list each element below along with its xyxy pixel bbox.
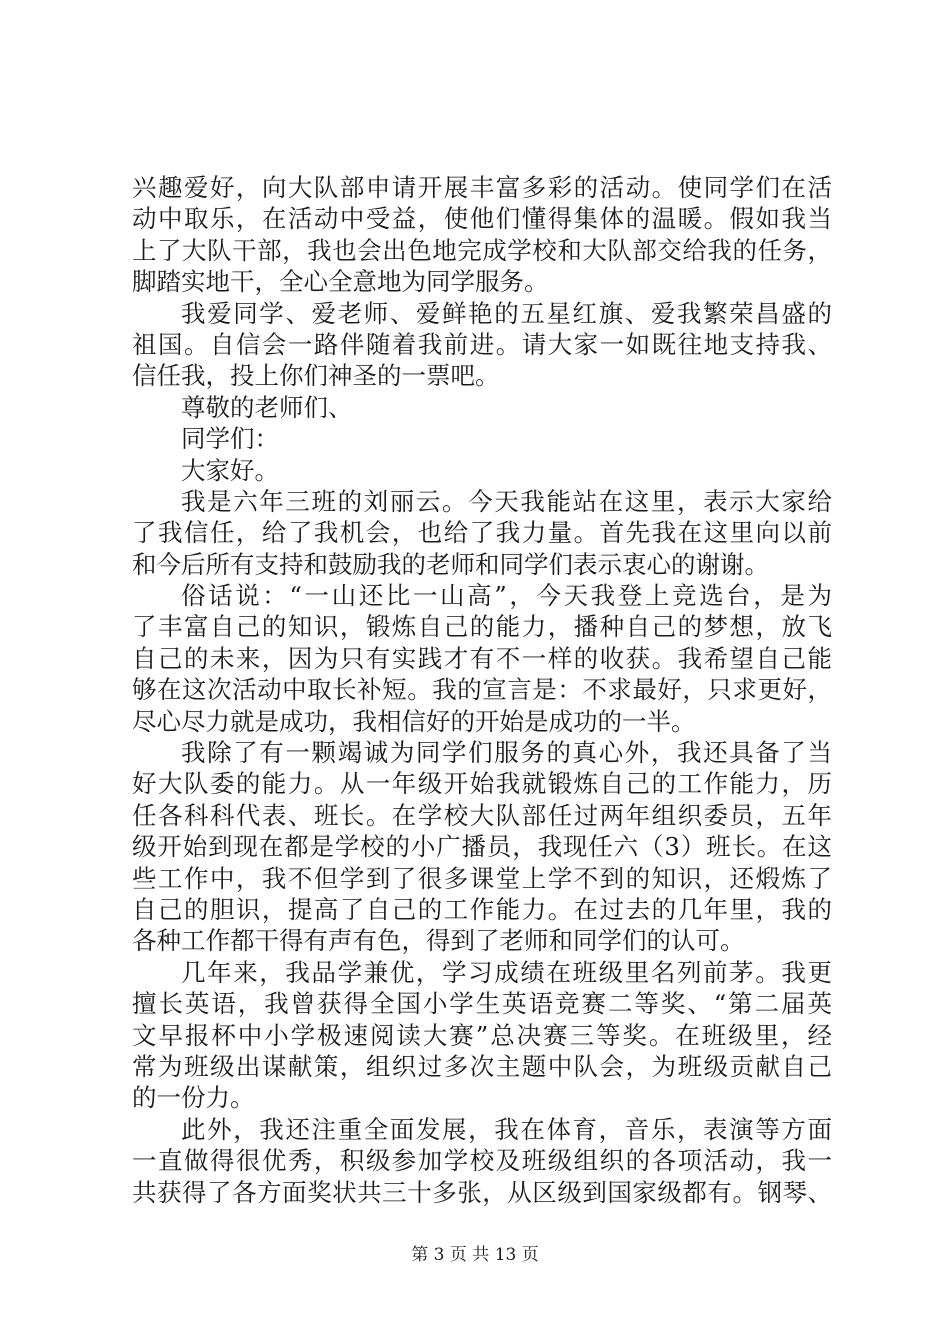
text-line: 我是六年三班的刘丽云。今天我能站在这里，表示大家给 [181, 486, 832, 516]
text-line: 尽心尽力就是成功，我相信好的开始是成功的一半。 [132, 706, 696, 736]
text-line: 尊敬的老师们、 [181, 392, 353, 422]
text-line: 俗话说：“一山还比一山高”，今天我登上竞选台，是为 [181, 581, 832, 611]
paragraph [132, 298, 832, 392]
paragraph [132, 172, 832, 298]
paragraph [132, 737, 832, 957]
text-line: 共获得了各方面奖状共三十多张，从区级到国家级都有。钢琴、 [132, 1177, 832, 1207]
page-number: 第 3 页 共 13 页 [411, 1245, 539, 1265]
text-line: 动中取乐，在活动中受益，使他们懂得集体的温暖。假如我当 [132, 204, 832, 234]
page-footer [0, 1240, 950, 1265]
text-line: 各种工作都干得有声有色，得到了老师和同学们的认可。 [132, 926, 745, 956]
text-line: 信任我，投上你们神圣的一票吧。 [132, 361, 500, 391]
text-line: 了丰富自己的知识，锻炼自己的能力，播种自己的梦想，放飞 [132, 612, 832, 642]
text-line: 的一份力。 [132, 1083, 255, 1113]
paragraph [132, 423, 832, 454]
paragraph [132, 957, 832, 1114]
text-line: 自己的胆识，提高了自己的工作能力。在过去的几年里，我的 [132, 894, 832, 924]
paragraph [132, 1114, 832, 1208]
text-line: 任各科科代表、班长。在学校大队部任过两年组织委员，五年 [132, 800, 832, 830]
paragraph [132, 580, 832, 737]
text-line: 擅长英语，我曾获得全国小学生英语竞赛二等奖、“第二届英 [132, 989, 832, 1019]
text-line: 几年来，我品学兼优，学习成绩在班级里名列前茅。我更 [181, 957, 832, 987]
body-text [132, 172, 832, 1208]
text-line: 上了大队干部，我也会出色地完成学校和大队部交给我的任务， [132, 235, 832, 265]
text-line: 了我信任，给了我机会，也给了我力量。首先我在这里向以前 [132, 518, 832, 548]
paragraph [132, 392, 832, 423]
text-line: 一直做得很优秀，积级参加学校及班级组织的各项活动，我一 [132, 1146, 832, 1176]
text-line: 文早报杯中小学极速阅读大赛”总决赛三等奖。在班级里，经 [132, 1020, 832, 1050]
text-line: 级开始到现在都是学校的小广播员，我现任六（3）班长。在这 [132, 832, 832, 862]
text-line: 够在这次活动中取长补短。我的宣言是：不求最好，只求更好， [132, 675, 832, 705]
text-line: 好大队委的能力。从一年级开始我就锻炼自己的工作能力，历 [132, 769, 832, 799]
paragraph [132, 486, 832, 580]
text-line: 同学们： [181, 424, 279, 454]
text-line: 大家好。 [181, 455, 279, 485]
text-line: 祖国。自信会一路伴随着我前进。请大家一如既往地支持我、 [132, 329, 832, 359]
text-line: 些工作中，我不但学到了很多课堂上学不到的知识，还煅炼了 [132, 863, 832, 893]
text-line: 我爱同学、爱老师、爱鲜艳的五星红旗、爱我繁荣昌盛的 [181, 298, 832, 328]
text-line: 此外，我还注重全面发展，我在体育，音乐，表演等方面 [181, 1114, 832, 1144]
text-line: 我除了有一颗竭诚为同学们服务的真心外，我还具备了当 [181, 738, 832, 768]
text-line: 常为班级出谋献策，组织过多次主题中队会，为班级贡献自己 [132, 1051, 832, 1081]
paragraph [132, 455, 832, 486]
text-line: 兴趣爱好，向大队部申请开展丰富多彩的活动。使同学们在活 [132, 173, 832, 202]
text-line: 自己的未来，因为只有实践才有不一样的收获。我希望自己能 [132, 643, 832, 673]
text-line: 脚踏实地干，全心全意地为同学服务。 [132, 267, 549, 297]
text-line: 和今后所有支持和鼓励我的老师和同学们表示衷心的谢谢。 [132, 549, 769, 579]
